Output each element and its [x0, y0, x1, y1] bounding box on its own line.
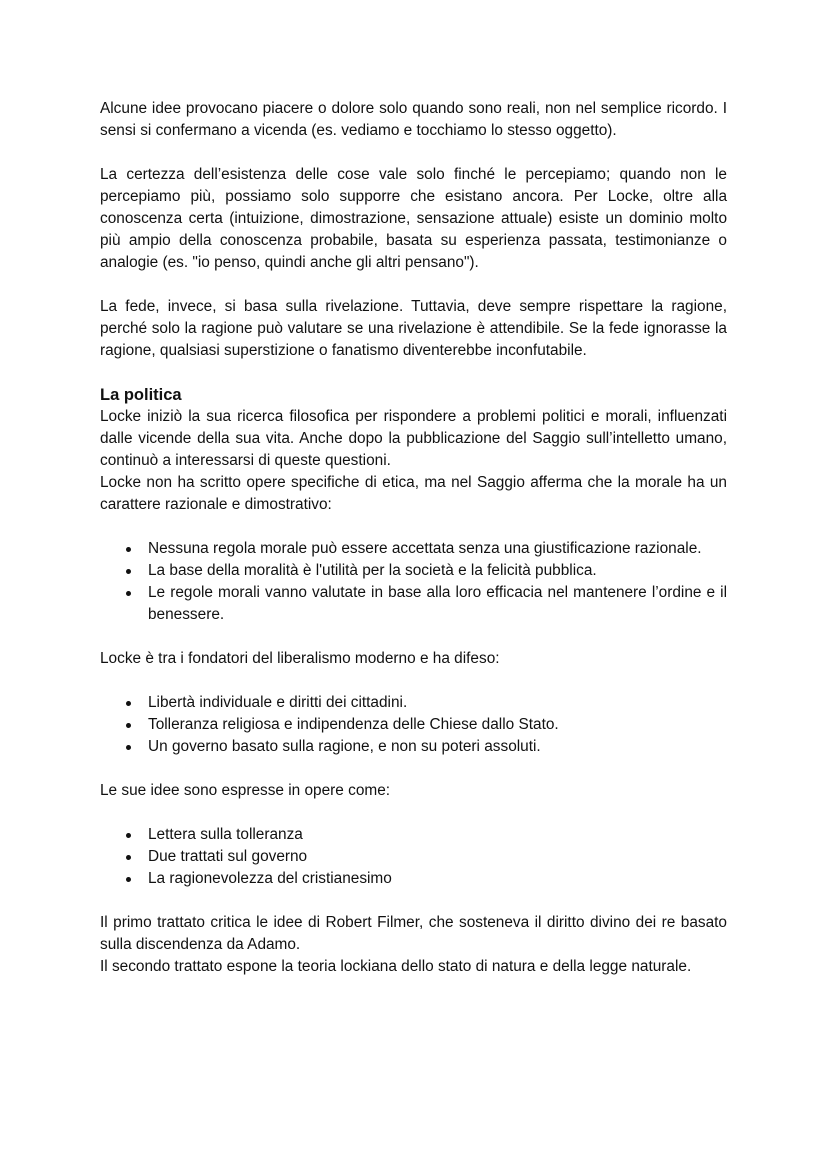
- opere-list: [100, 824, 727, 890]
- list-item: Nessuna regola morale può essere accettata senza una giustificazione razionale.: [148, 538, 727, 560]
- paragraph-ricordo: Alcune idee provocano piacere o dolore solo quando sono reali, non nel semplice ricordo. I sensi si confermano a vicenda (es. vediamo e tocchiamo lo stesso oggetto).: [100, 100, 727, 139]
- paragraph-secondo-trattato: Il secondo trattato espone la teoria lockiana dello stato di natura e della legge naturale.: [100, 958, 692, 975]
- list-item: Un governo basato sulla ragione, e non su poteri assoluti.: [148, 736, 727, 758]
- list-item: Le regole morali vanno valutate in base alla loro efficacia nel mantenere l’ordine e il benessere.: [148, 582, 727, 626]
- list-item: La ragionevolezza del cristianesimo: [148, 868, 727, 890]
- paragraph-fede: La fede, invece, si basa sulla rivelazione. Tuttavia, deve sempre rispettare la ragione, perché solo la ragione può valutare se una rivelazione è attendibile. Se la fede ignorasse la ragione, qualsiasi superstizione o fanatismo diventerebbe inconfutabile.: [100, 298, 727, 359]
- paragraph-ricerca: Locke iniziò la sua ricerca filosofica per rispondere a problemi politici e morali, influenzati dalle vicende della sua vita. Anche dopo la pubblicazione del Saggio sull’intelletto umano, continuò a interessarsi di queste questioni.: [100, 408, 727, 469]
- list-item: La base della moralità è l'utilità per la società e la felicità pubblica.: [148, 560, 727, 582]
- list-item: Due trattati sul governo: [148, 846, 727, 868]
- paragraph-etica: Locke non ha scritto opere specifiche di etica, ma nel Saggio afferma che la morale ha un carattere razionale e dimostrativo:: [100, 474, 727, 513]
- paragraph-liberalismo: Locke è tra i fondatori del liberalismo moderno e ha difeso:: [100, 650, 500, 667]
- liberalismo-list: [100, 692, 727, 758]
- list-item: Libertà individuale e diritti dei cittadini.: [148, 692, 727, 714]
- paragraph-opere: Le sue idee sono espresse in opere come:: [100, 782, 391, 799]
- paragraph-certezza: La certezza dell’esistenza delle cose vale solo finché le percepiamo; quando non le percepiamo più, possiamo solo supporre che esistano ancora. Per Locke, oltre alla conoscenza certa (intuizione, dimostrazione, sensazione attuale) esiste un dominio molto più ampio della conoscenza probabile, basata su esperienza passata, testimonianze o analogie (es. "io penso, quindi anche gli altri pensano").: [100, 166, 727, 271]
- document-page: [100, 98, 727, 1000]
- list-item: Lettera sulla tolleranza: [148, 824, 727, 846]
- section-heading-politica: La politica: [100, 386, 182, 404]
- paragraph-primo-trattato: Il primo trattato critica le idee di Robert Filmer, che sosteneva il diritto divino dei re basato sulla discendenza da Adamo.: [100, 914, 727, 953]
- list-item: Tolleranza religiosa e indipendenza delle Chiese dallo Stato.: [148, 714, 727, 736]
- morale-list: [100, 538, 727, 626]
